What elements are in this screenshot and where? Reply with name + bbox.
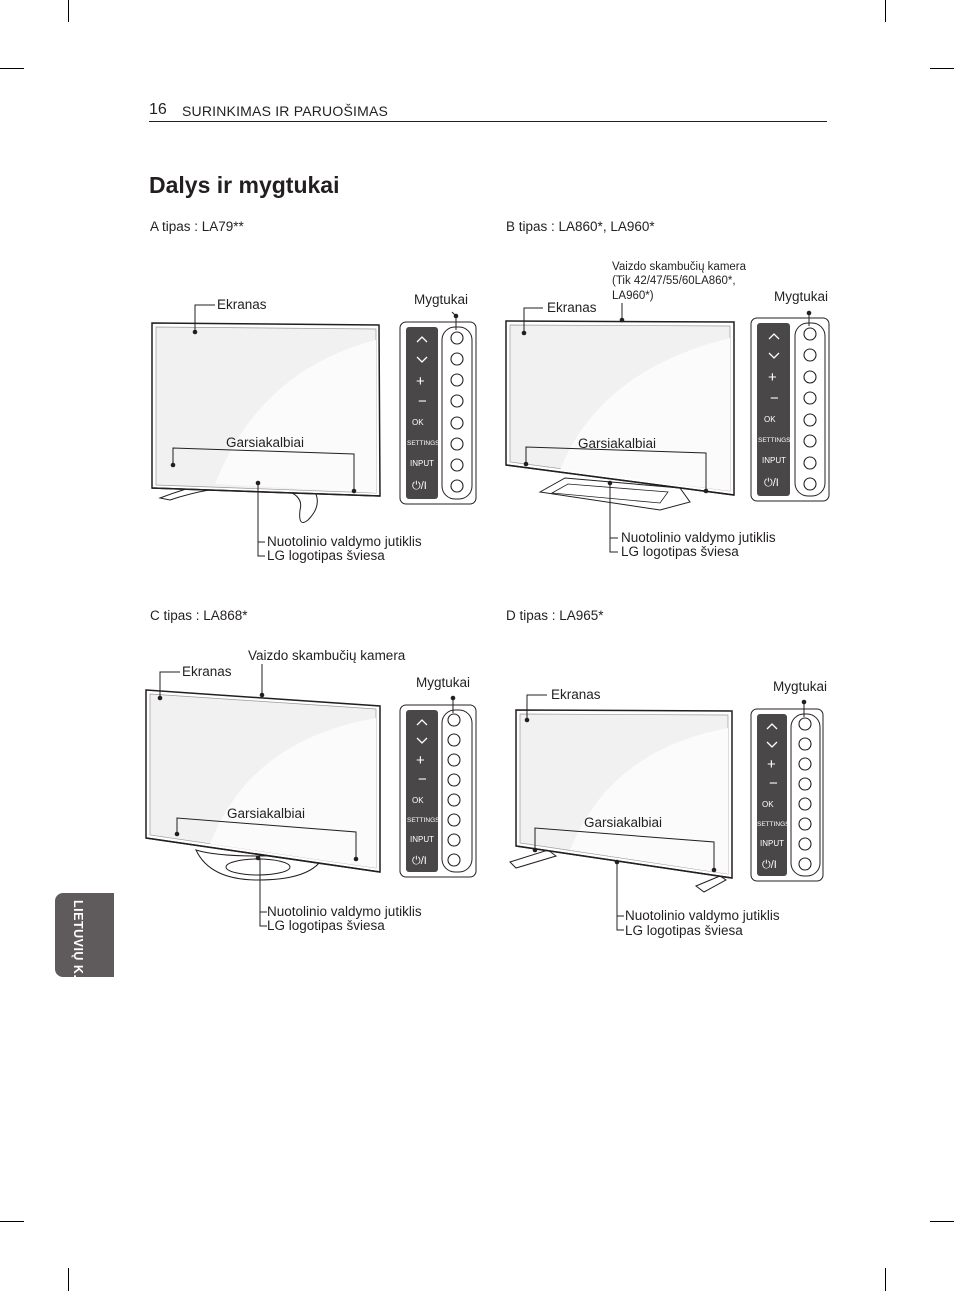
settings-label: SETTINGS <box>758 437 791 444</box>
input-label: INPUT <box>760 839 784 848</box>
type-label-d: D tipas : LA965* <box>506 608 604 623</box>
settings-label: SETTINGS <box>407 817 440 824</box>
label-speakers-d: Garsiakalbiai <box>584 815 663 830</box>
label-logo-light-c: LG logotipas šviesa <box>267 918 385 933</box>
power-icon: ⏻/I <box>412 480 427 492</box>
label-speakers-b: Garsiakalbiai <box>578 436 657 451</box>
volume-down-icon: − <box>418 393 427 410</box>
volume-down-icon: − <box>770 390 779 407</box>
label-buttons-a: Mygtukai <box>414 292 469 307</box>
label-camera-b-3: LA960*) <box>612 290 654 302</box>
language-tab-label: LIETUVIŲ K. <box>71 900 85 979</box>
type-label-c: C tipas : LA868* <box>150 608 248 623</box>
power-icon: ⏻/I <box>412 855 427 867</box>
ok-label: OK <box>764 415 776 424</box>
ok-label: OK <box>412 796 424 805</box>
label-camera-c: Vaizdo skambučių kamera <box>248 648 406 663</box>
section-title: SURINKIMAS IR PARUOŠIMAS <box>182 103 389 119</box>
label-logo-light-a: LG logotipas šviesa <box>267 548 385 563</box>
page-number: 16 <box>149 101 167 118</box>
settings-label: SETTINGS <box>407 440 440 447</box>
input-label: INPUT <box>410 835 434 844</box>
label-screen-c: Ekranas <box>182 664 232 679</box>
volume-up-icon: + <box>416 373 425 390</box>
volume-down-icon: − <box>769 775 778 792</box>
ok-label: OK <box>762 800 774 809</box>
label-sensor-d: Nuotolinio valdymo jutiklis <box>625 908 780 923</box>
label-buttons-d: Mygtukai <box>773 679 828 694</box>
volume-down-icon: − <box>418 771 427 788</box>
label-speakers-c: Garsiakalbiai <box>227 806 306 821</box>
label-sensor-c: Nuotolinio valdymo jutiklis <box>267 904 422 919</box>
label-screen-a: Ekranas <box>217 297 267 312</box>
label-logo-light-d: LG logotipas šviesa <box>625 923 743 938</box>
power-icon: ⏻/I <box>762 859 777 871</box>
settings-label: SETTINGS <box>757 821 790 828</box>
input-label: INPUT <box>762 456 786 465</box>
label-sensor-a: Nuotolinio valdymo jutiklis <box>267 534 422 549</box>
power-icon: ⏻/I <box>764 477 779 489</box>
label-speakers-a: Garsiakalbiai <box>226 435 305 450</box>
label-buttons-b: Mygtukai <box>774 289 829 304</box>
label-screen-b: Ekranas <box>547 300 597 315</box>
input-label: INPUT <box>410 459 434 468</box>
label-logo-light-b: LG logotipas šviesa <box>621 544 739 559</box>
label-camera-b-1: Vaizdo skambučių kamera <box>612 261 747 273</box>
volume-up-icon: + <box>767 756 776 773</box>
page-title: Dalys ir mygtukai <box>149 172 340 198</box>
type-label-a: A tipas : LA79** <box>150 219 244 234</box>
label-sensor-b: Nuotolinio valdymo jutiklis <box>621 530 776 545</box>
label-buttons-c: Mygtukai <box>416 675 471 690</box>
type-label-b: B tipas : LA860*, LA960* <box>506 219 655 234</box>
label-camera-b-2: (Tik 42/47/55/60LA860*, <box>612 275 736 287</box>
ok-label: OK <box>412 418 424 427</box>
label-screen-d: Ekranas <box>551 687 601 702</box>
volume-up-icon: + <box>768 369 777 386</box>
volume-up-icon: + <box>416 752 425 769</box>
